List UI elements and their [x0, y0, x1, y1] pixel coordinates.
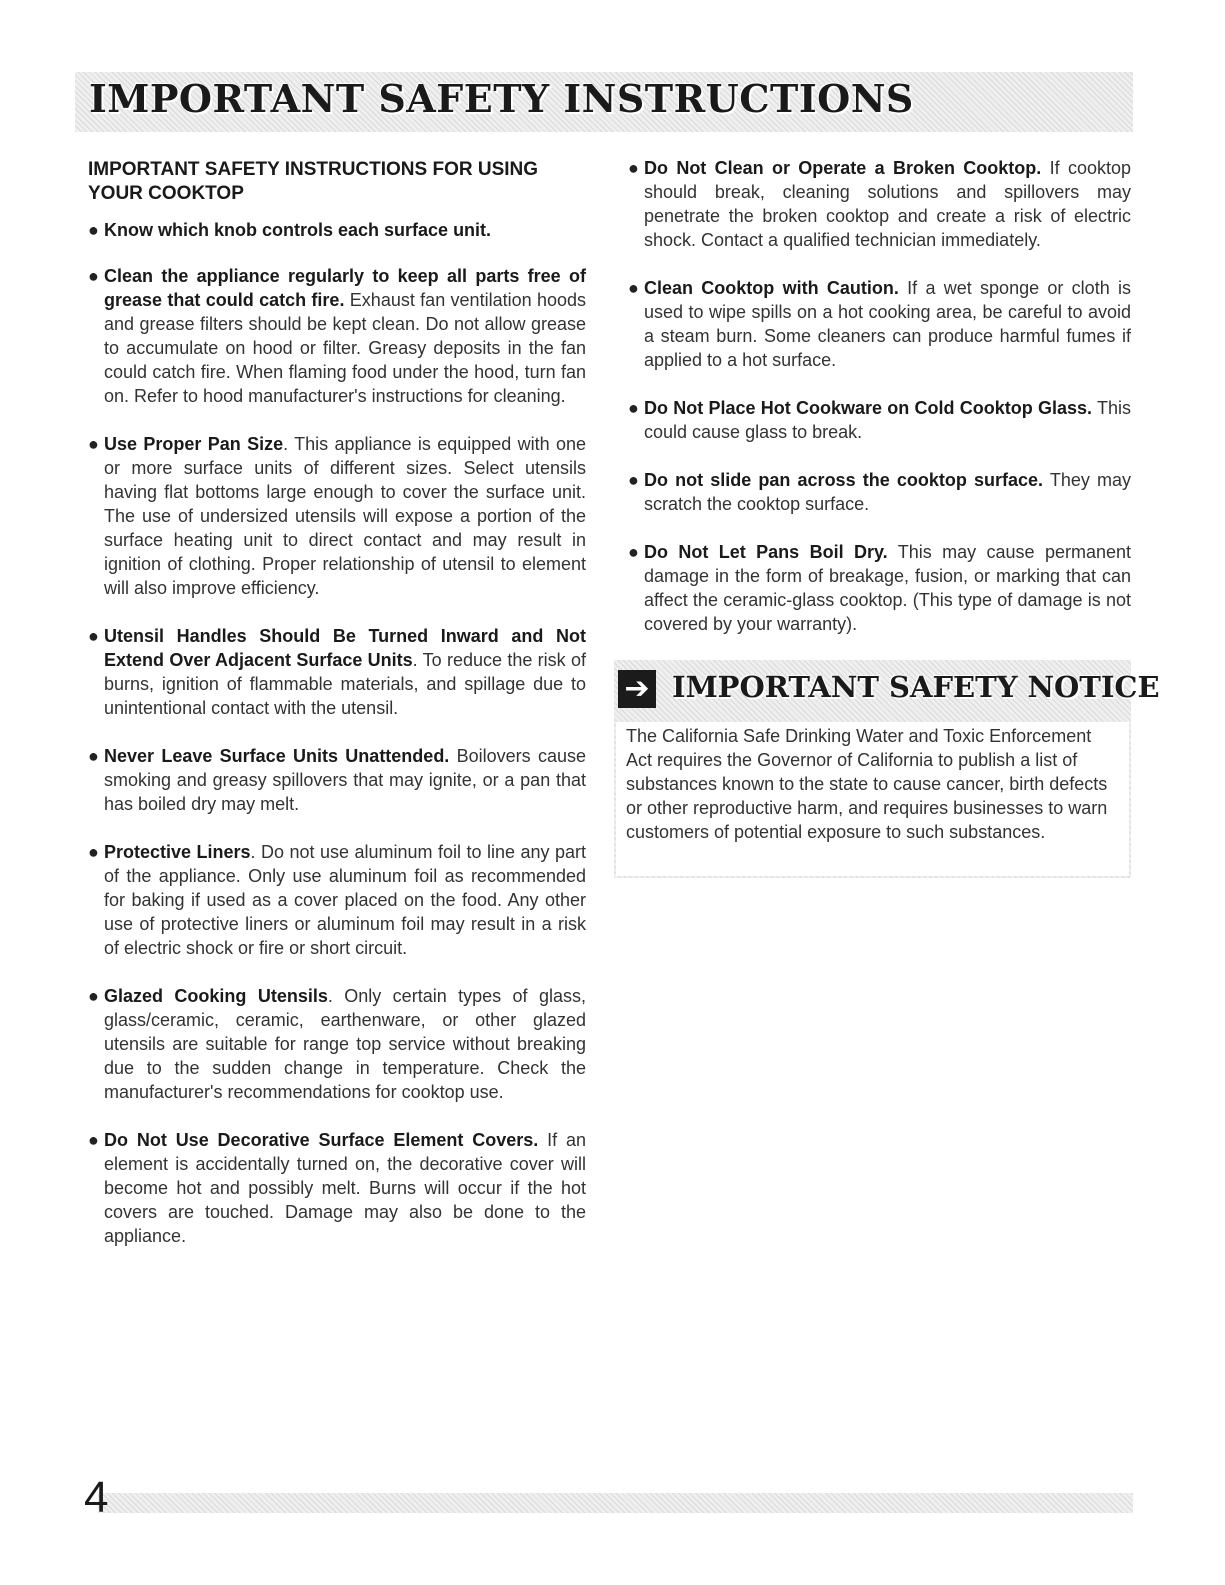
list-item	[88, 264, 586, 408]
list-item	[88, 218, 586, 242]
list-item	[88, 744, 586, 816]
bullet-icon: ●	[88, 434, 99, 454]
item-text: Boilovers cause smoking and greasy spillovers that may ignite, or a pan that has boiled dry may melt.	[104, 746, 586, 814]
bullet-icon: ●	[628, 470, 639, 490]
left-column	[88, 152, 586, 1272]
bullet-icon: ●	[628, 542, 639, 562]
list-item	[88, 432, 586, 600]
list-item	[628, 156, 1131, 252]
item-text: . Only certain types of glass, glass/ceramic, ceramic, earthenware, or other glazed utensils are suitable for range top service without breaking due to the sudden change in temperature. Check the manufacturer's recommendations for cooktop use.	[104, 986, 586, 1102]
bullet-icon: ●	[88, 746, 99, 766]
bullet-icon: ●	[88, 626, 99, 646]
arrow-right-icon: ➔	[618, 670, 656, 708]
item-lead: Clean the appliance regularly to keep all parts free of grease that could catch fire.	[104, 266, 586, 310]
bullet-icon: ●	[88, 842, 99, 862]
list-item	[88, 624, 586, 720]
notice-title: IMPORTANT SAFETY NOTICE	[672, 670, 1160, 704]
item-lead: Do Not Let Pans Boil Dry.	[644, 542, 888, 562]
item-text: . This appliance is equipped with one or more surface units of different sizes. Select utensils having flat bottoms large enough to cover the surface unit. The use of undersized utensils will expose a portion of the surface heating unit to direct contact and may result in ignition of clothing. Proper relationship of utensil to element will also improve efficiency.	[104, 434, 586, 598]
bullet-icon: ●	[628, 278, 639, 298]
page-title: IMPORTANT SAFETY INSTRUCTIONS	[89, 76, 914, 121]
item-text: They may scratch the cooktop surface.	[644, 470, 1131, 514]
bullet-icon: ●	[88, 1130, 99, 1150]
item-lead: Do Not Clean or Operate a Broken Cooktop.	[644, 158, 1042, 178]
item-text: . To reduce the risk of burns, ignition of flammable materials, and spillage due to unintentional contact with the utensil.	[104, 650, 586, 718]
bullet-icon: ●	[88, 266, 99, 286]
list-item	[628, 468, 1131, 516]
notice-body: The California Safe Drinking Water and Toxic Enforcement Act requires the Governor of California to publish a list of substances known to the state to cause cancer, birth defects or other reproductive harm, and requires businesses to warn customers of potential exposure to such substances.	[616, 722, 1129, 876]
bullet-icon: ●	[628, 398, 639, 418]
notice-header	[614, 660, 1160, 718]
item-lead: Know which knob controls each surface unit.	[104, 220, 492, 240]
item-text: . Do not use aluminum foil to line any part of the appliance. Only use aluminum foil as recommended for baking if used as a cover placed on the food. Any other use of protective liners or aluminum foil may result in a risk of electric shock or fire or short circuit.	[104, 842, 587, 958]
list-item	[628, 540, 1131, 636]
list-item	[88, 984, 586, 1104]
safety-notice-box	[614, 660, 1160, 878]
item-lead: Glazed Cooking Utensils	[104, 986, 328, 1006]
item-lead: Do Not Place Hot Cookware on Cold Cooktop Glass.	[644, 398, 1093, 418]
item-lead: Protective Liners	[104, 842, 251, 862]
item-lead: Do Not Use Decorative Surface Element Covers.	[104, 1130, 539, 1150]
bullet-icon: ●	[88, 220, 99, 240]
item-text: If cooktop should break, cleaning solutions and spillovers may penetrate the broken cooktop and create a risk of electric shock. Contact a qualified technician immediately.	[644, 158, 1131, 250]
item-lead: Use Proper Pan Size	[104, 434, 284, 454]
item-text: If a wet sponge or cloth is used to wipe spills on a hot cooking area, be careful to avoid a steam burn. Some cleaners can produce harmful fumes if applied to a hot surface.	[644, 278, 1131, 370]
list-item	[88, 1128, 586, 1248]
item-lead: Clean Cooktop with Caution.	[644, 278, 899, 298]
list-item	[628, 276, 1131, 372]
item-lead: Utensil Handles Should Be Turned Inward and Not Extend Over Adjacent Surface Units	[104, 626, 586, 670]
item-lead: Never Leave Surface Units Unattended.	[104, 746, 450, 766]
list-item	[628, 396, 1131, 444]
item-lead: Do not slide pan across the cooktop surface.	[644, 470, 1044, 490]
item-text: This may cause permanent damage in the form of breakage, fusion, or marking that can affect the ceramic-glass cooktop. (This type of damage is not covered by your warranty).	[644, 542, 1132, 634]
list-item	[88, 840, 586, 960]
item-text: If an element is accidentally turned on, the decorative cover will become hot and possibly melt. Burns will occur if the hot covers are touched. Damage may also be done to the appliance.	[104, 1130, 586, 1246]
item-text: Exhaust fan ventilation hoods and grease filters should be kept clean. Do not allow grease to accumulate on hood or filter. Greasy deposits in the fan could catch fire. When flaming food under the hood, turn fan on. Refer to hood manufacturer's instructions for cleaning.	[104, 290, 586, 406]
bullet-icon: ●	[88, 986, 99, 1006]
page-number: 4	[84, 1473, 109, 1522]
bullet-icon: ●	[628, 158, 639, 178]
section-heading: IMPORTANT SAFETY INSTRUCTIONS FOR USING YOUR COOKTOP	[88, 159, 539, 204]
item-text: This could cause glass to break.	[644, 398, 1131, 442]
footer-strip	[98, 1493, 1133, 1513]
title-banner	[75, 72, 1133, 132]
right-column	[624, 156, 1160, 878]
